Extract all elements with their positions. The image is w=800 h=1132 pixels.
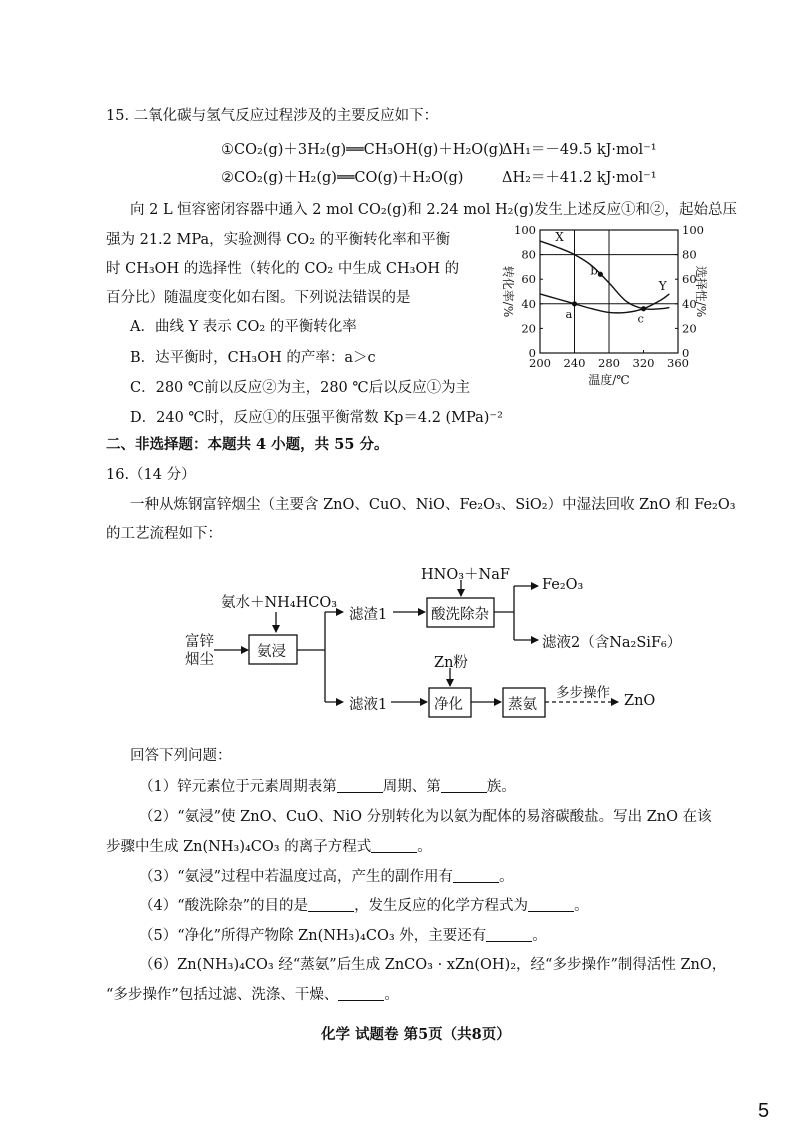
option-c: C．280 ℃前以反应②为主，280 ℃后以反应①为主 [130,380,471,396]
answer-heading: 回答下列问题： [130,748,232,764]
q15-stem: 15. 二氧化碳与氢气反应过程涉及的主要反应如下： [106,108,439,124]
reaction-2: ②CO₂(g)＋H₂(g)══CO(g)＋H₂O(g) [221,170,464,186]
sub-question-2-line-1: （2）“氨浸”使 ZnO、CuO、NiO 分别转化为以氨为配体的易溶碳酸盐。写出 ZnO 在该 [139,809,712,825]
x-tick-label: 280 [598,356,620,370]
point-label-c: c [637,311,644,326]
sub-question-5: （5）“净化”所得产物除 Zn(NH₃)₄CO₃ 外，主要还有 。 [139,928,547,944]
answer-blank[interactable] [338,986,384,1002]
sub-question-3: （3）“氨浸”过程中若温度过高，产生的副作用有 。 [139,869,514,885]
y-tick-label-right: 60 [682,272,697,287]
y-tick-label-left: 80 [521,247,536,262]
y-tick-label-right: 80 [682,247,697,262]
sub-question-1: （1）锌元素位于元素周期表第 周期、第 族。 [139,779,516,795]
y-tick-label-right: 20 [682,321,697,336]
flow-filtrate-1: 滤液1 [349,697,388,713]
flow-box-purify-label: 净化 [434,697,463,713]
y-tick-label-right: 40 [682,296,697,311]
sub-question-6-line-2: “多步操作”包括过滤、洗涤、干燥、 。 [106,987,399,1003]
point-label-b: b [590,263,598,278]
point-label-a: a [565,306,573,321]
enthalpy-1: ΔH₁＝－49.5 kJ·mol⁻¹ [502,142,657,158]
x-tick-label: 240 [563,356,586,370]
flow-zn-powder: Zn粉 [434,655,468,671]
q15-line-1: 向 2 L 恒容密闭容器中通入 2 mol CO₂(g)和 2.24 mol H₂(g)发生上述反应①和②，起始总压 [130,202,738,218]
flow-box-steam-label: 蒸氨 [508,697,537,713]
y-axis-label-left: 转化率/% [501,265,515,318]
q16-intro-1: 一种从炼钢富锌烟尘（主要含 ZnO、CuO、NiO、Fe₂O₃、SiO₂）中湿法回收 ZnO 和 Fe₂O₃ [130,497,736,513]
y-axis-label-right: 选择性/% [694,265,708,318]
page-number-corner: 5 [758,1100,770,1122]
flow-out-fe2o3: Fe₂O₃ [542,577,584,593]
y-tick-label-left: 40 [521,296,536,311]
x-tick-label: 200 [529,356,551,370]
answer-blank[interactable] [337,778,383,794]
answer-blank[interactable] [453,868,499,884]
y-tick-label-right: 100 [682,223,704,237]
option-d: D．240 ℃时，反应①的压强平衡常数 Kp＝4.2 (MPa)⁻² [130,410,503,426]
flow-product-zno: ZnO [624,693,656,709]
flow-reagent-1: 氨水＋NH₄HCO₃ [221,595,338,611]
q15-line-2: 强为 21.2 MPa，实验测得 CO₂ 的平衡转化率和平衡 [106,232,451,248]
series-label-Y: Y [658,279,667,294]
reaction-1: ①CO₂(g)＋3H₂(g)══CH₃OH(g)＋H₂O(g) [221,142,504,158]
answer-blank[interactable] [371,838,417,854]
y-tick-label-left: 20 [521,321,536,336]
y-tick-label-right: 0 [682,346,690,360]
series-label-X: X [555,230,564,245]
sub-question-2-line-2: 步骤中生成 Zn(NH₃)₄CO₃ 的离子方程式 。 [106,839,432,855]
x-tick-label: 320 [632,356,655,370]
x-axis-label: 温度/℃ [588,373,630,387]
answer-blank[interactable] [308,897,354,913]
page-footer: 化学 试题卷 第5页（共8页） [321,1026,511,1043]
flow-box-ammonia-label: 氨浸 [257,644,286,660]
flow-residue-1: 滤渣1 [349,607,388,623]
option-a: A．曲线 Y 表示 CO₂ 的平衡转化率 [130,319,357,335]
flow-box-acid-label: 酸洗除杂 [431,607,489,623]
flow-filtrate-2: 滤液2（含Na₂SiF₆） [542,635,682,651]
flow-feed-line-1: 富锌 [185,634,214,650]
q15-line-4: 百分比）随温度变化如右图。下列说法错误的是 [106,290,411,306]
q16-head: 16.（14 分） [106,467,196,483]
q16-intro-2: 的工艺流程如下： [106,526,222,542]
flow-reagent-2: HNO₃＋NaF [421,567,510,583]
y-tick-label-left: 0 [528,346,536,360]
answer-blank[interactable] [486,927,532,943]
section-heading: 二、非选择题：本题共 4 小题，共 55 分。 [106,436,389,453]
q15-line-3: 时 CH₃OH 的选择性（转化的 CO₂ 中生成 CH₃OH 的 [106,261,460,277]
flow-multi-step: 多步操作 [556,685,610,701]
sub-question-6-line-1: （6）Zn(NH₃)₄CO₃ 经“蒸氨”后生成 ZnCO₃ · xZn(OH)₂，经“多步操作”制得活性 ZnO， [139,957,727,973]
x-tick-label: 360 [667,356,689,370]
answer-blank[interactable] [441,778,487,794]
answer-blank[interactable] [528,897,574,913]
flow-feed-line-2: 烟尘 [185,652,214,668]
option-b: B．达平衡时，CH₃OH 的产率：a＞c [130,350,376,366]
enthalpy-2: ΔH₂＝＋41.2 kJ·mol⁻¹ [502,170,657,186]
y-tick-label-left: 60 [521,272,536,287]
sub-question-4: （4）“酸洗除杂”的目的是 ，发生反应的化学方程式为 。 [139,898,589,914]
y-tick-label-left: 100 [514,223,536,237]
